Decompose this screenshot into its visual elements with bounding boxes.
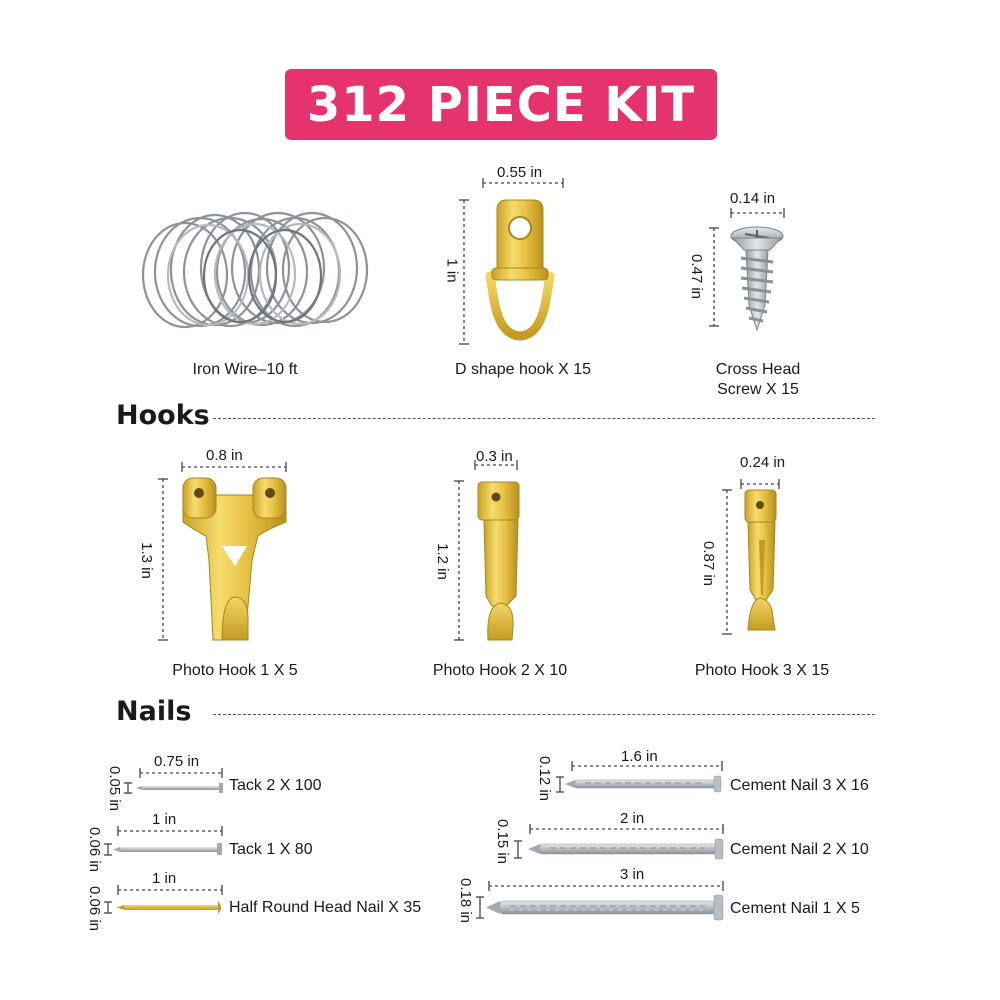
tack-1-label: Tack 1 X 80 <box>229 841 313 858</box>
cement-1-length-dim: 3 in <box>620 866 645 883</box>
tack-2-image <box>136 783 223 793</box>
photo-hook-3-label: Photo Hook 3 X 15 <box>694 662 830 679</box>
cement-2-length-dim: 2 in <box>620 810 645 827</box>
photo-hook-2-width-dim: 0.3 in <box>476 448 513 465</box>
hooks-divider <box>213 418 875 419</box>
tack-1-diameter-dim: 0.06 in <box>86 826 104 873</box>
photo-hook-2-label: Photo Hook 2 X 10 <box>432 662 568 679</box>
cement-1-diameter-dim: 0.18 in <box>457 877 475 924</box>
screw-height-dim: 0.47 in <box>688 253 706 300</box>
d-hook-height-dim: 1 in <box>443 258 461 283</box>
cement-nail-3-image <box>565 776 721 792</box>
screw-label-line2: Screw X 15 <box>717 381 799 398</box>
d-hook-label: D shape hook X 15 <box>454 361 592 378</box>
half-round-label: Half Round Head Nail X 35 <box>229 899 422 916</box>
photo-hook-3-image <box>745 490 776 630</box>
cement-3-length-dim: 1.6 in <box>621 748 658 765</box>
tack-2-label: Tack 2 X 100 <box>229 777 322 794</box>
tack-2-diameter-dim: 0.05 in <box>106 765 124 812</box>
cement-3-diameter-dim: 0.12 in <box>536 755 554 802</box>
cement-3-label: Cement Nail 3 X 16 <box>730 777 869 794</box>
tack-2-length-dim: 0.75 in <box>154 753 200 770</box>
kit-title: 312 PIECE KIT <box>306 76 696 133</box>
nails-divider <box>213 714 875 715</box>
d-hook-width-dim: 0.55 in <box>497 164 543 181</box>
half-round-diameter-dim: 0.06 in <box>86 885 104 932</box>
cement-2-label: Cement Nail 2 X 10 <box>730 841 869 858</box>
screw-width-dim: 0.14 in <box>730 190 776 207</box>
hooks-heading: Hooks <box>116 400 210 431</box>
photo-hook-3-height-dim: 0.87 in <box>700 540 718 587</box>
photo-hook-2-image <box>478 482 519 640</box>
iron-wire-image <box>143 213 367 327</box>
cement-2-diameter-dim: 0.15 in <box>494 818 512 865</box>
d-hook-image <box>490 200 550 336</box>
screw-label-line1: Cross Head <box>715 361 801 378</box>
photo-hook-1-label: Photo Hook 1 X 5 <box>172 662 298 679</box>
photo-hook-1-image <box>183 478 286 640</box>
photo-hook-2-height-dim: 1.2 in <box>433 543 451 580</box>
nails-heading: Nails <box>116 696 192 727</box>
cement-nail-2-image <box>528 839 723 859</box>
photo-hook-1-width-dim: 0.8 in <box>206 447 243 464</box>
half-round-head-nail-image <box>117 901 221 914</box>
cement-nail-1-image <box>486 895 723 920</box>
photo-hook-3-width-dim: 0.24 in <box>740 454 786 471</box>
half-round-length-dim: 1 in <box>152 870 177 887</box>
tack-1-length-dim: 1 in <box>152 811 177 828</box>
tack-1-image <box>113 843 222 855</box>
iron-wire-label: Iron Wire–10 ft <box>192 361 298 378</box>
cross-head-screw-image <box>731 227 783 330</box>
cement-1-label: Cement Nail 1 X 5 <box>730 900 860 917</box>
photo-hook-1-height-dim: 1.3 in <box>137 542 155 579</box>
